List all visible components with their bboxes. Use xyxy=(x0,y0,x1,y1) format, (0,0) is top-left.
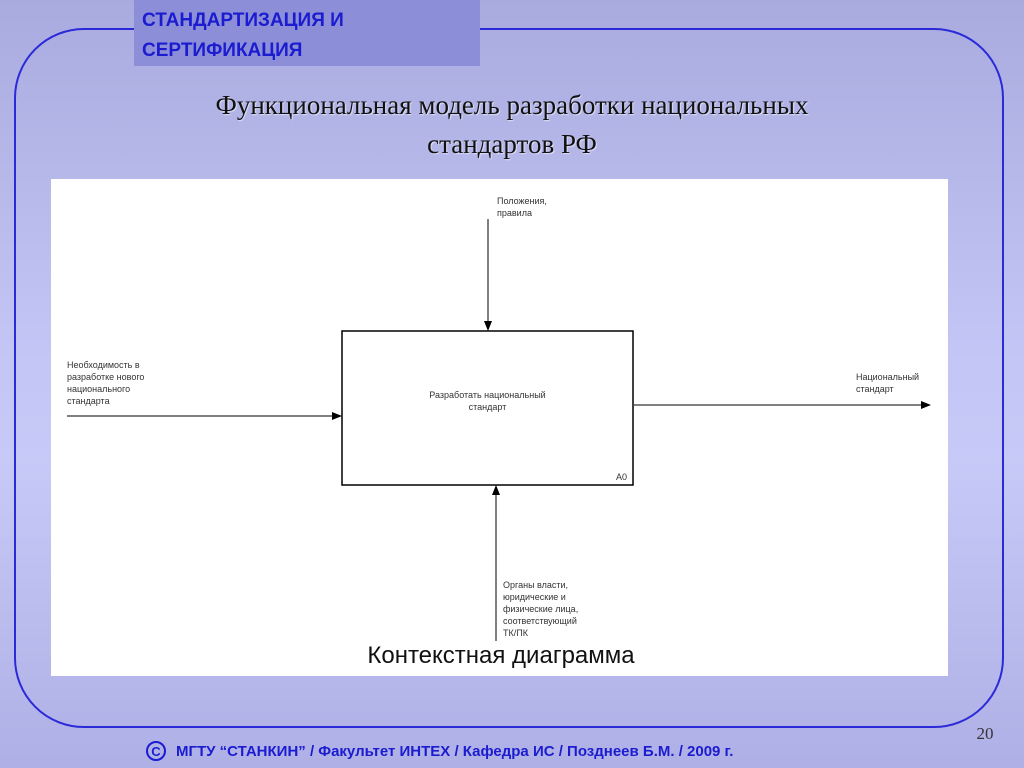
input-label: Необходимость в разработке нового национального стандарта xyxy=(67,360,145,406)
function-label: Разработать национальный стандарт xyxy=(429,390,546,412)
slide-title-line-2: стандартов РФ xyxy=(427,129,597,159)
section-tag-line-2: СЕРТИФИКАЦИЯ xyxy=(142,40,303,61)
mechanism-label: Органы власти, юридические и физические лица, соответствующий ТК/ПК xyxy=(503,580,579,638)
footer xyxy=(146,738,733,764)
diagram-graphics xyxy=(51,179,948,676)
page-number: 20 xyxy=(976,724,994,743)
copyright-icon: С xyxy=(146,741,166,761)
footer-text: МГТУ “СТАНКИН” / Факультет ИНТЕХ / Кафедра ИС / Позднеев Б.М. / 2009 г. xyxy=(176,742,734,760)
section-tag xyxy=(142,6,472,66)
output-label: Национальный стандарт xyxy=(856,372,920,394)
diagram-caption: Контекстная диаграмма xyxy=(367,642,635,669)
slide-title-line-1: Функциональная модель разработки национальных xyxy=(215,90,809,120)
control-label: Положения, правила xyxy=(497,196,547,218)
section-tag-line-1: СТАНДАРТИЗАЦИЯ И xyxy=(142,10,344,31)
node-id: A0 xyxy=(616,472,628,482)
slide-title xyxy=(60,86,964,164)
idef0-diagram xyxy=(51,179,948,676)
